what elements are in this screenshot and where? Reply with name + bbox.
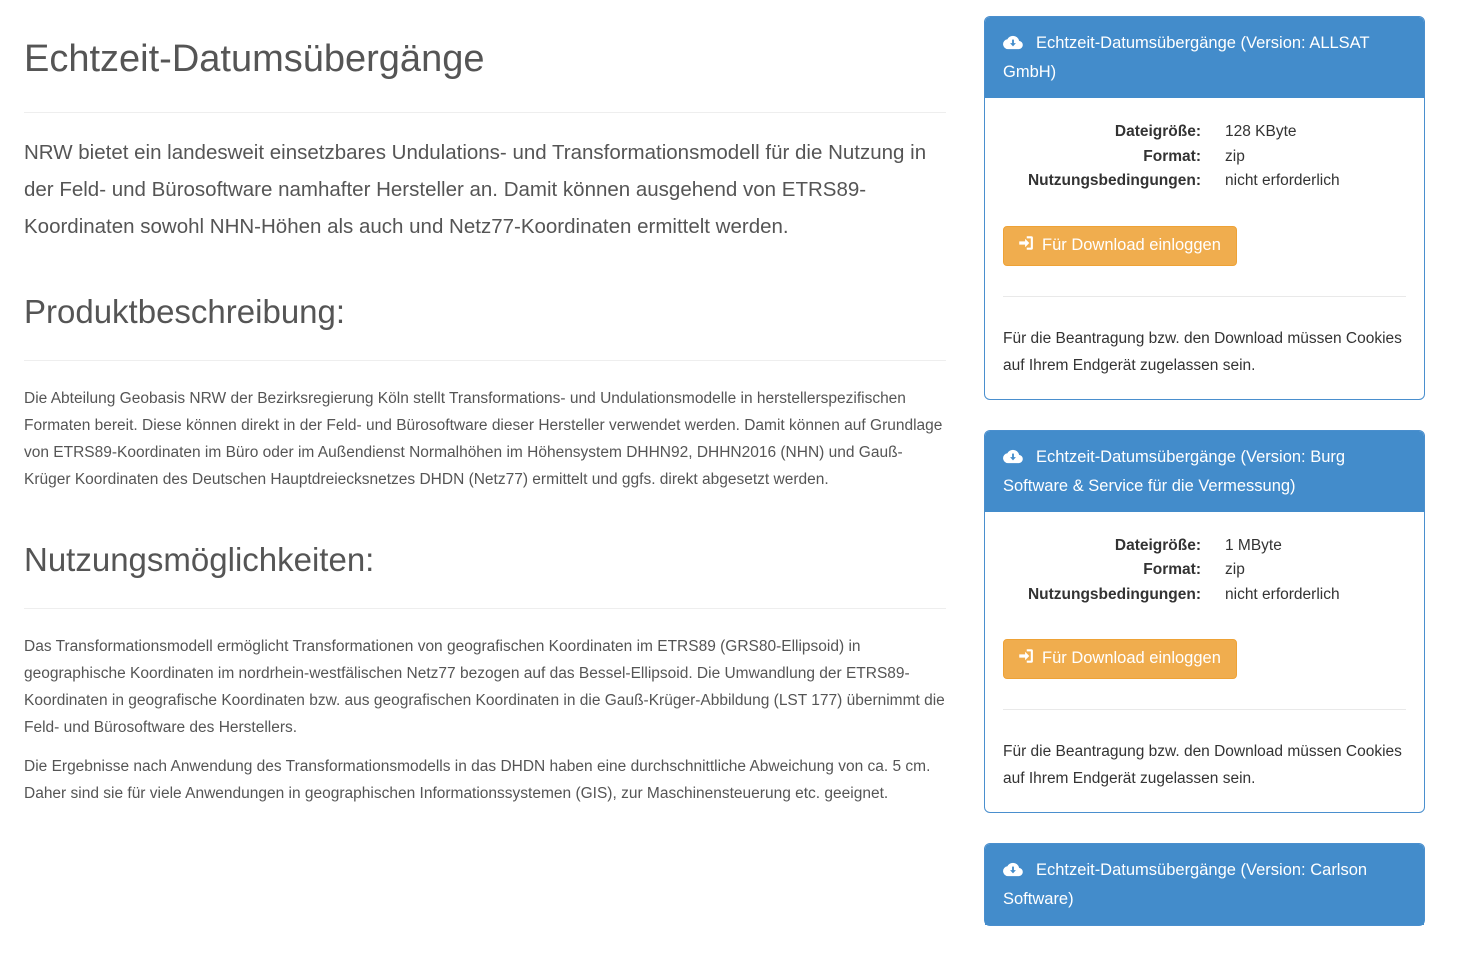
size-value: 128 KByte	[1225, 123, 1297, 140]
format-value: zip	[1225, 561, 1245, 578]
card-title: Echtzeit-Datumsübergänge (Version: Carlson Software)	[1003, 861, 1368, 908]
card-header	[985, 844, 1424, 925]
detail-row-terms	[1003, 169, 1406, 194]
sign-in-icon	[1017, 234, 1035, 257]
size-value: 1 MByte	[1225, 536, 1282, 554]
title-divider	[24, 112, 946, 113]
format-value: zip	[1225, 147, 1245, 165]
cookie-note: Für die Beantragung bzw. den Download müssen Cookies auf Ihrem Endgerät zugelassen sein.	[1003, 743, 1402, 787]
detail-row-format	[1003, 558, 1406, 583]
produktbeschreibung-paragraph: Die Abteilung Geobasis NRW der Bezirksregierung Köln stellt Transformations- und Undulationsmodelle in herstellerspezifischen Formaten bereit. Diese können direkt in der Feld- und Bürosoftware dieser Hersteller verwendet werden. Damit können auf Grundlage von ETRS89-Koordinaten im Büro oder im Außendienst Normalhöhen im Höhensystem DHHN92, DHHN2016 (NHN) und Gauß-Krüger Koordinaten des Deutschen Hauptdreiecksnetzes DHDN (Netz77) ermittelt und ggfs. direkt abgesetzt werden.	[24, 389, 943, 488]
terms-value: nicht erforderlich	[1225, 172, 1340, 189]
nutzungsmoeglichkeiten-paragraph-1: Das Transformationsmodell ermöglicht Transformationen von geografischen Koordinaten im ETRS89 (GRS80-Ellipsoid) in geographische Koordinaten im nordrhein-westfälischen Netz77 bezogen auf das Bessel-Ellipsoid. Die Umwandlung der ETRS89-Koordinaten in geografische Koordinaten bzw. aus geografischen Koordinaten in die Gauß-Krüger-Abbildung (LST 177) übernimmt die Feld- und Bürosoftware des Herstellers.	[24, 638, 945, 737]
login-for-download-button[interactable]	[1003, 226, 1237, 266]
terms-label: Nutzungsbedingungen:	[1027, 585, 1201, 603]
detail-row-size	[1003, 534, 1406, 559]
login-button-label: Für Download einloggen	[1042, 649, 1221, 667]
card-header	[985, 17, 1424, 98]
section-divider	[24, 608, 946, 609]
terms-value: nicht erforderlich	[1225, 585, 1340, 603]
card-title: Echtzeit-Datumsübergänge (Version: Burg Software & Service für die Vermessung)	[1003, 447, 1346, 495]
cloud-download-icon	[1003, 33, 1023, 59]
detail-row-terms	[1003, 583, 1406, 608]
main-content	[24, 0, 946, 807]
cloud-download-icon	[1003, 447, 1023, 473]
download-card-burg	[984, 430, 1425, 814]
cloud-download-icon	[1003, 860, 1023, 886]
card-body	[985, 98, 1424, 399]
nutzungsmoeglichkeiten-paragraph-2: Die Ergebnisse nach Anwendung des Transformationsmodells in das DHDN haben eine durchschnittliche Abweichung von ca. 5 cm. Daher sind sie für viele Anwendungen in geographischen Informationssystemen (GIS), zur Maschinensteuerung etc. geeignet.	[24, 758, 931, 803]
download-card-carlson	[984, 843, 1425, 926]
login-for-download-button[interactable]	[1003, 639, 1237, 679]
card-divider	[1003, 709, 1406, 710]
detail-row-format	[1003, 145, 1406, 170]
detail-row-size	[1003, 120, 1406, 145]
card-title: Echtzeit-Datumsübergänge (Version: ALLSAT GmbH)	[1003, 34, 1370, 81]
format-label: Format:	[1143, 561, 1201, 578]
download-sidebar	[984, 16, 1425, 956]
terms-label: Nutzungsbedingungen:	[1027, 172, 1201, 189]
card-header	[985, 431, 1424, 512]
size-label: Dateigröße:	[1114, 123, 1201, 140]
download-card-allsat	[984, 16, 1425, 400]
cookie-note: Für die Beantragung bzw. den Download müssen Cookies auf Ihrem Endgerät zugelassen sein.	[1003, 329, 1402, 374]
card-divider	[1003, 296, 1406, 297]
format-label: Format:	[1143, 147, 1201, 165]
card-body	[985, 512, 1424, 813]
section-heading-produktbeschreibung: Produktbeschreibung:	[24, 292, 346, 330]
page-title: Echtzeit-Datumsübergänge	[24, 38, 485, 80]
intro-paragraph: NRW bietet ein landesweit einsetzbares Undulations- und Transformationsmodell für die Nutzung in der Feld- und Bürosoftware namhafter Hersteller an. Damit können ausgehend von ETRS89-Koordinaten sowohl NHN-Höhen als auch und Netz77-Koordinaten ermittelt werden.	[24, 140, 927, 238]
login-button-label: Für Download einloggen	[1042, 235, 1221, 254]
sign-in-icon	[1017, 647, 1035, 670]
section-divider	[24, 360, 946, 361]
section-heading-nutzungsmoeglichkeiten: Nutzungsmöglichkeiten:	[24, 540, 375, 578]
size-label: Dateigröße:	[1114, 536, 1201, 554]
